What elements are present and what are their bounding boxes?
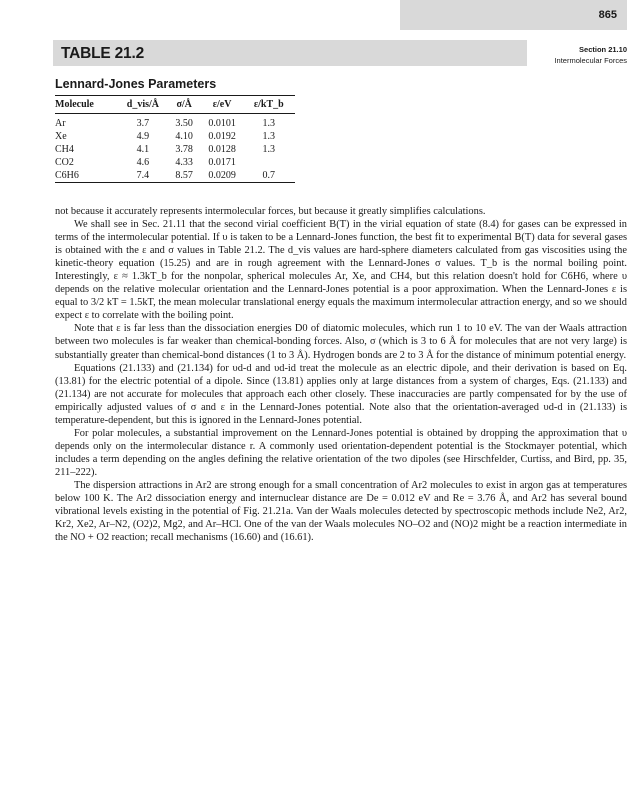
lennard-jones-table: [55, 95, 295, 183]
column-header: d_vis/Å: [126, 99, 160, 110]
table-cell: 0.0101: [208, 118, 236, 129]
column-header: Molecule: [55, 99, 94, 110]
table-cell: 8.57: [175, 170, 193, 181]
paragraph: For polar molecules, a substantial improvement on the Lennard-Jones potential is obtained by dropping the approximation that υ depends only on the intermolecular distance r. A commonly used orientation-dependent potential is the Stockmayer potential, which includes a term depending on the angles defining the relative orientation of the two dipoles (see Hirschfelder, Curtiss, and Bird, pp. 35, 211–222).: [55, 427, 627, 478]
table-cell: 4.1: [136, 144, 150, 155]
table-row: [55, 114, 295, 131]
paragraph: We shall see in Sec. 21.11 that the second virial coefficient B(T) in the virial equation of state (8.4) for gases can be expressed in terms of the intermolecular potential. If υ is taken to be a Lennard-Jones function, the best fit to experimental B(T) data for several gases is obtained with the ε and σ values in Table 21.2. The d_vis values are hard-sphere diameters calculated from gas viscosities using the kinetic-theory equation (15.25) and are in rough agreement with the Lennard-Jones σ values. T_b is the normal boiling point. Interestingly, ε ≈ 1.3kT_b for the nonpolar, spherical molecules Ar, Xe, and CH4, but this relation doesn't hold for C6H6, where υ depends on the relative molecular orientation and the Lennard-Jones potential is a poor approximation. When the Lennard-Jones ε is equal to 3/2 kT = 1.5kT, the mean molecular translational energy equals the maximum intermolecular attraction energy, and so we should expect ε to correlate with the boiling point.: [55, 219, 627, 322]
column-header: σ/Å: [176, 99, 192, 110]
paragraph: Note that ε is far less than the dissociation energies D0 of diatomic molecules, which run 1 to 10 eV. The van der Waals attraction between two molecules is far weaker than chemical-bonding forces. Also, σ (which is 3 to 6 Å for molecules that are not very large) is substantially greater than chemical-bond distances (1 to 3 Å). Hydrogen bonds are 2 to 3 Å for the distance of minimum potential energy.: [55, 323, 627, 361]
table-cell: 4.33: [175, 157, 193, 168]
table-cell: Xe: [55, 131, 67, 142]
page-number: 865: [598, 9, 617, 21]
table-cell: Ar: [55, 118, 66, 129]
table-row: [55, 156, 295, 169]
table-cell: 0.7: [262, 170, 276, 181]
table-row: [55, 130, 295, 143]
table-cell: [247, 156, 295, 169]
table-title: TABLE 21.2: [61, 45, 144, 62]
table-cell: 4.9: [136, 131, 150, 142]
table-cell: 3.50: [175, 118, 193, 129]
table-cell: 7.4: [136, 170, 150, 181]
section-label: Section 21.10: [579, 45, 627, 54]
table-cell: 3.78: [175, 144, 193, 155]
body-text: [55, 205, 627, 544]
table-row: [55, 169, 295, 183]
section-title: Intermolecular Forces: [554, 56, 627, 65]
table-cell: 0.0192: [208, 131, 236, 142]
column-header: ε/eV: [212, 99, 232, 110]
table-cell: CH4: [55, 144, 74, 155]
section-reference: [500, 44, 627, 66]
table-cell: 0.0209: [208, 170, 236, 181]
paragraph: The dispersion attractions in Ar2 are strong enough for a small concentration of Ar2 molecules to exist in argon gas at temperatures below 100 K. The Ar2 dissociation energy and internuclear distance are De = 0.012 eV and Re = 3.76 Å, and Ar2 has several bound vibrational levels existing in the potential of Fig. 21.21a. Van der Waals molecules detected by spectroscopic methods include Ne2, Ar2, Kr2, Xe2, Ar–N2, (O2)2, Mg2, and Ar–HCl. One of the van der Waals molecules NO–O2 and (NO)2 might be a reaction intermediate in the NO + O2 reaction; recall mechanisms (16.60) and (16.61).: [55, 479, 627, 544]
table-cell: 3.7: [136, 118, 150, 129]
column-header: ε/kT_b: [253, 99, 284, 110]
table-cell: 1.3: [262, 131, 276, 142]
table-cell: 0.0171: [208, 157, 236, 168]
table-cell: C6H6: [55, 170, 79, 181]
table-cell: CO2: [55, 157, 74, 168]
table-cell: 0.0128: [208, 144, 236, 155]
page-number-bar: [400, 0, 627, 30]
table-cell: 1.3: [262, 144, 276, 155]
table-caption: Lennard-Jones Parameters: [55, 77, 217, 91]
table-title-bar: [53, 40, 527, 66]
table-row: [55, 143, 295, 156]
paragraph: not because it accurately represents intermolecular forces, but because it greatly simplifies calculations.: [55, 206, 486, 217]
table-cell: 1.3: [262, 118, 276, 129]
table-cell: 4.6: [136, 157, 150, 168]
table-header-row: [55, 96, 295, 114]
table-cell: 4.10: [175, 131, 193, 142]
paragraph: Equations (21.133) and (21.134) for υd-d and υd-id treat the molecule as an electric dipole, and their derivation is based on Eq. (13.81) for the electric potential of a dipole. Since (13.81) applies only at large distances from a system of charges, Eqs. (21.133) and (21.134) are not accurate for molecules that approach each other closely. These inaccuracies are partly compensated for by the use of empirically adjusted values of σ and ε in the Lennard-Jones potential. Note also that the orientation-averaged υd-d in (21.133) is temperature-dependent, but this is ignored in the Lennard-Jones potential.: [55, 362, 627, 426]
